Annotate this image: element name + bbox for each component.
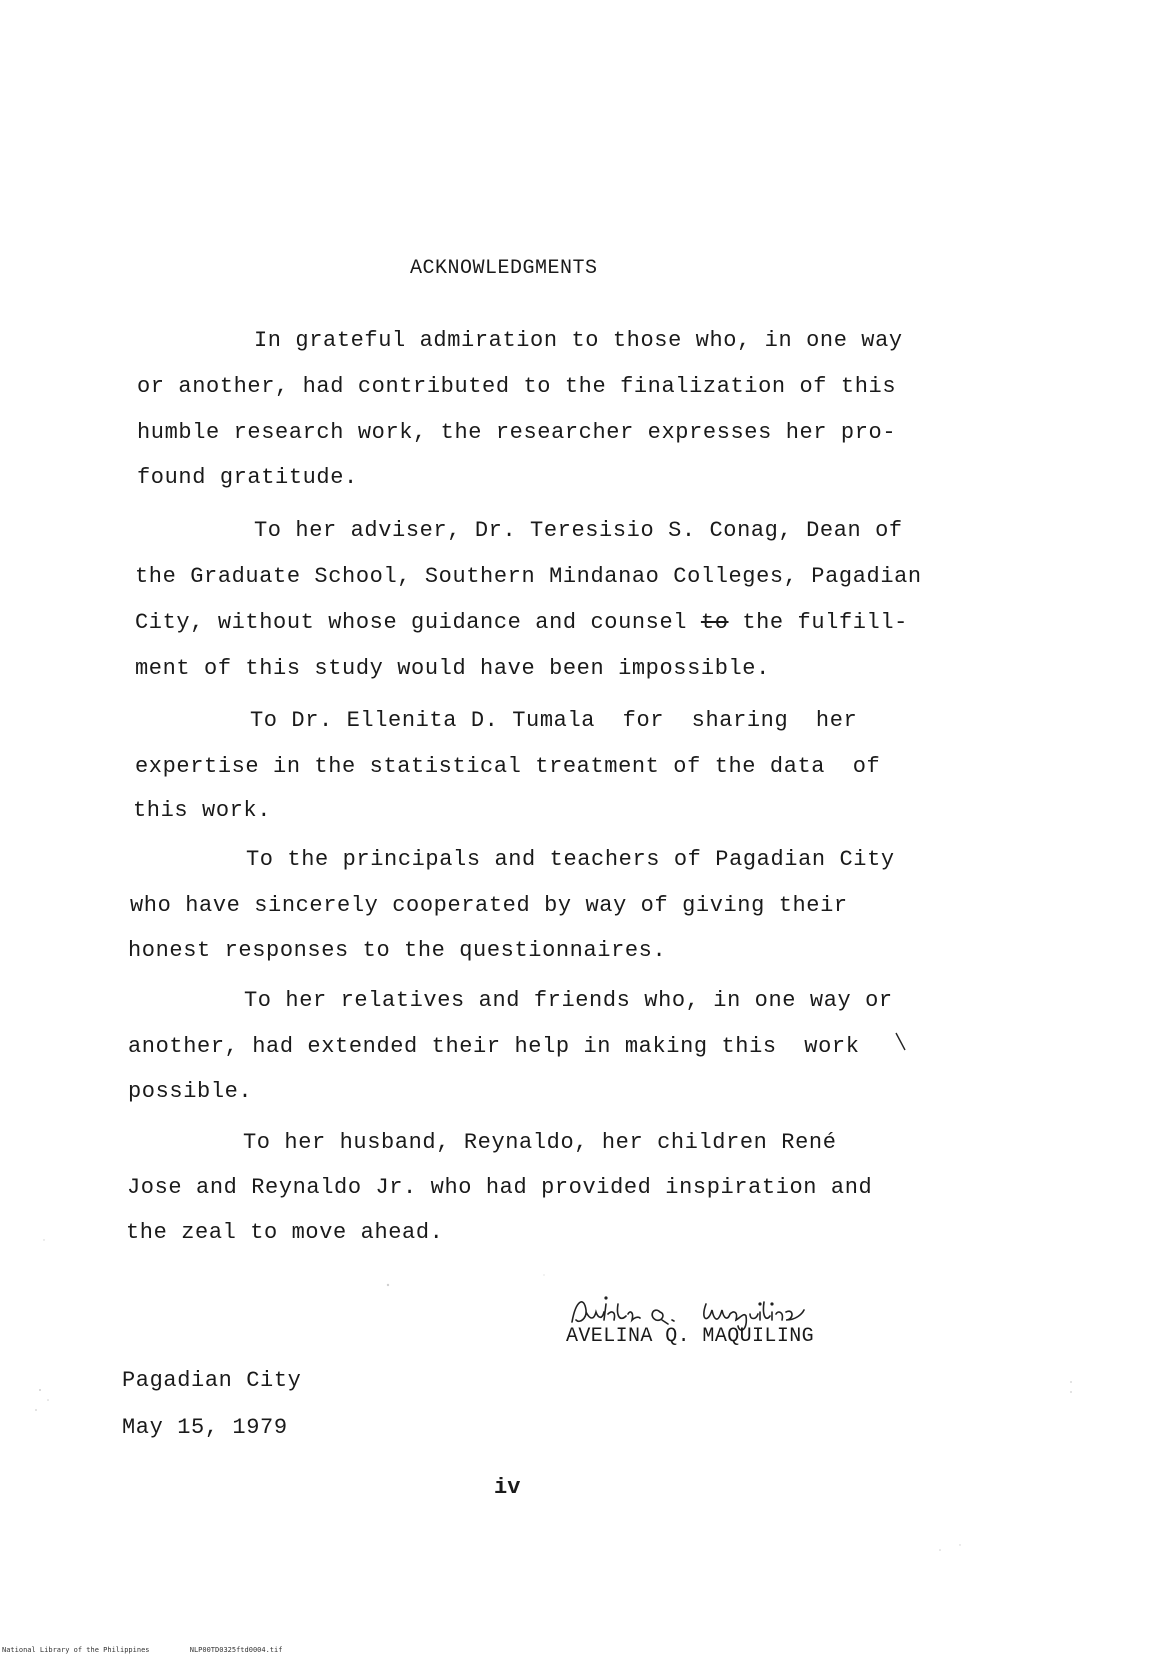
paragraph-1-line-2: or another, had contributed to the finalization of this [137,374,897,399]
footer-filename: NLP00TD0325ftd0004.tif [189,1646,283,1654]
footer-library: National Library of the Philippines [2,1646,150,1654]
paragraph-2-line-3-text: City, without whose guidance and counsel [135,610,688,635]
paragraph-2-line-2: the Graduate School, Southern Mindanao Colleges, Pagadian [135,564,922,589]
struck-word: to [700,610,729,635]
paragraph-4-line-1: To the principals and teachers of Pagadian City [246,847,895,872]
paragraph-2-line-3-tail: the fulfill- [742,610,908,635]
paragraph-6-line-1: To her husband, Reynaldo, her children René [243,1130,837,1155]
paragraph-3-line-3: this work. [133,798,272,823]
paragraph-6-line-2: Jose and Reynaldo Jr. who had provided inspiration and [127,1175,873,1200]
paragraph-2-line-3 [135,610,908,635]
paragraph-4-line-2: who have sincerely cooperated by way of giving their [130,893,848,918]
typed-signature-name: AVELINA Q. MAQUILING [566,1325,815,1348]
paragraph-2-line-1: To her adviser, Dr. Teresisio S. Conag, Dean of [254,518,903,543]
paragraph-1-line-3: humble research work, the researcher expresses her pro- [137,420,897,445]
paragraph-6-line-3: the zeal to move ahead. [126,1220,444,1245]
paragraph-4-line-3: honest responses to the questionnaires. [128,938,667,963]
page-number: iv [494,1475,521,1500]
paragraph-5-line-2: another, had extended their help in making this work [128,1034,860,1059]
paragraph-1-line-4: found gratitude. [137,465,358,490]
date: May 15, 1979 [122,1415,288,1440]
paragraph-3-line-1: To Dr. Ellenita D. Tumala for sharing her [250,708,858,733]
place: Pagadian City [122,1368,302,1393]
paragraph-2-line-4: ment of this study would have been impossible. [135,656,770,681]
page-title: ACKNOWLEDGMENTS [410,257,598,280]
scan-footer [2,1646,318,1654]
paragraph-1-line-1: In grateful admiration to those who, in one way [254,328,903,353]
paragraph-5-line-1: To her relatives and friends who, in one way or [244,988,893,1013]
paragraph-3-line-2: expertise in the statistical treatment of the data of [135,754,881,779]
paragraph-5-line-3: possible. [128,1079,253,1104]
